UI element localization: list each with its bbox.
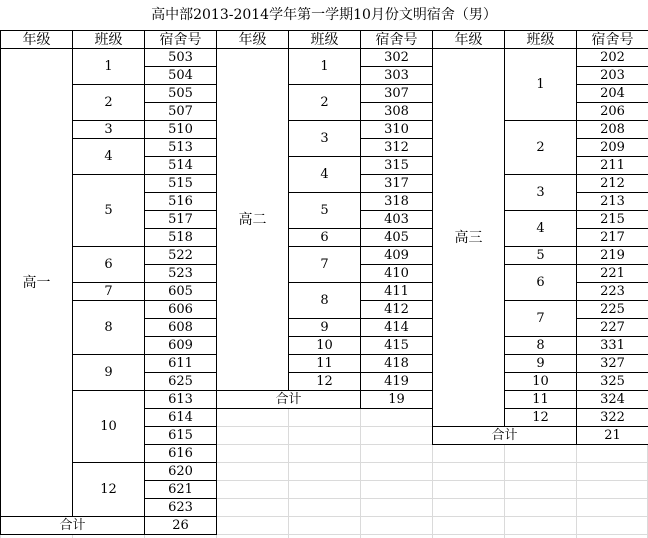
room-cell[interactable]: 315 xyxy=(360,156,433,175)
class-cell[interactable]: 1 xyxy=(288,48,361,85)
class-cell[interactable]: 9 xyxy=(288,318,361,337)
room-cell[interactable]: 405 xyxy=(360,228,433,247)
room-cell[interactable]: 318 xyxy=(360,192,433,211)
total-label[interactable]: 合计 xyxy=(216,390,361,409)
class-cell[interactable]: 11 xyxy=(288,354,361,373)
room-cell[interactable]: 215 xyxy=(576,210,648,229)
class-cell[interactable]: 6 xyxy=(504,264,577,301)
room-cell[interactable]: 221 xyxy=(576,264,648,283)
class-cell[interactable]: 4 xyxy=(72,138,145,175)
room-cell[interactable]: 411 xyxy=(360,282,433,301)
room-cell[interactable]: 202 xyxy=(576,48,648,67)
room-cell[interactable]: 504 xyxy=(144,66,217,85)
room-cell[interactable]: 606 xyxy=(144,300,217,319)
room-cell[interactable]: 310 xyxy=(360,120,433,139)
sheet-title[interactable]: 高中部2013-2014学年第一学期10月份文明宿舍（男） xyxy=(0,0,648,30)
room-cell[interactable]: 522 xyxy=(144,246,217,265)
class-cell[interactable]: 12 xyxy=(72,462,145,517)
grade-cell[interactable]: 高二 xyxy=(216,48,289,391)
column-header[interactable]: 年级 xyxy=(432,30,505,49)
class-cell[interactable]: 7 xyxy=(504,300,577,337)
column-header[interactable]: 年级 xyxy=(0,30,73,49)
room-cell[interactable]: 204 xyxy=(576,84,648,103)
room-cell[interactable]: 621 xyxy=(144,480,217,499)
room-cell[interactable]: 302 xyxy=(360,48,433,67)
room-cell[interactable]: 419 xyxy=(360,372,433,391)
column-header[interactable]: 班级 xyxy=(504,30,577,49)
room-cell[interactable]: 514 xyxy=(144,156,217,175)
room-cell[interactable]: 412 xyxy=(360,300,433,319)
room-cell[interactable]: 403 xyxy=(360,210,433,229)
column-header[interactable]: 班级 xyxy=(288,30,361,49)
room-cell[interactable]: 312 xyxy=(360,138,433,157)
room-cell[interactable]: 308 xyxy=(360,102,433,121)
total-label[interactable]: 合计 xyxy=(432,426,577,445)
room-cell[interactable]: 203 xyxy=(576,66,648,85)
class-cell[interactable]: 7 xyxy=(72,282,145,301)
class-cell[interactable]: 8 xyxy=(288,282,361,319)
room-cell[interactable]: 523 xyxy=(144,264,217,283)
class-cell[interactable]: 3 xyxy=(288,120,361,157)
room-cell[interactable]: 410 xyxy=(360,264,433,283)
room-cell[interactable]: 615 xyxy=(144,426,217,445)
room-cell[interactable]: 507 xyxy=(144,102,217,121)
column-header[interactable]: 年级 xyxy=(216,30,289,49)
class-cell[interactable]: 11 xyxy=(504,390,577,409)
room-cell[interactable]: 625 xyxy=(144,372,217,391)
grade-cell[interactable]: 高三 xyxy=(432,48,505,427)
room-cell[interactable]: 217 xyxy=(576,228,648,247)
column-header[interactable]: 宿舍号 xyxy=(576,30,648,49)
room-cell[interactable]: 605 xyxy=(144,282,217,301)
room-cell[interactable]: 211 xyxy=(576,156,648,175)
room-cell[interactable]: 503 xyxy=(144,48,217,67)
room-cell[interactable]: 418 xyxy=(360,354,433,373)
room-cell[interactable]: 206 xyxy=(576,102,648,121)
room-cell[interactable]: 212 xyxy=(576,174,648,193)
room-cell[interactable]: 307 xyxy=(360,84,433,103)
column-header[interactable]: 宿舍号 xyxy=(144,30,217,49)
room-cell[interactable]: 513 xyxy=(144,138,217,157)
grade-cell[interactable]: 高一 xyxy=(0,48,73,517)
class-cell[interactable]: 2 xyxy=(288,84,361,121)
class-cell[interactable]: 10 xyxy=(504,372,577,391)
room-cell[interactable]: 209 xyxy=(576,138,648,157)
class-cell[interactable]: 7 xyxy=(288,246,361,283)
room-cell[interactable]: 608 xyxy=(144,318,217,337)
room-cell[interactable]: 614 xyxy=(144,408,217,427)
room-cell[interactable]: 213 xyxy=(576,192,648,211)
class-cell[interactable]: 5 xyxy=(504,246,577,265)
room-cell[interactable]: 227 xyxy=(576,318,648,337)
room-cell[interactable]: 611 xyxy=(144,354,217,373)
room-cell[interactable]: 516 xyxy=(144,192,217,211)
class-cell[interactable]: 5 xyxy=(72,174,145,247)
room-cell[interactable]: 322 xyxy=(576,408,648,427)
room-cell[interactable]: 317 xyxy=(360,174,433,193)
room-cell[interactable]: 225 xyxy=(576,300,648,319)
class-cell[interactable]: 3 xyxy=(72,120,145,139)
room-cell[interactable]: 510 xyxy=(144,120,217,139)
room-cell[interactable]: 324 xyxy=(576,390,648,409)
column-header[interactable]: 班级 xyxy=(72,30,145,49)
class-cell[interactable]: 2 xyxy=(504,120,577,175)
room-cell[interactable]: 303 xyxy=(360,66,433,85)
total-value[interactable]: 26 xyxy=(144,516,217,535)
class-cell[interactable]: 3 xyxy=(504,174,577,211)
room-cell[interactable]: 505 xyxy=(144,84,217,103)
room-cell[interactable]: 613 xyxy=(144,390,217,409)
total-value[interactable]: 21 xyxy=(576,426,648,445)
class-cell[interactable]: 8 xyxy=(72,300,145,355)
class-cell[interactable]: 4 xyxy=(504,210,577,247)
room-cell[interactable]: 414 xyxy=(360,318,433,337)
class-cell[interactable]: 9 xyxy=(504,354,577,373)
room-cell[interactable]: 219 xyxy=(576,246,648,265)
class-cell[interactable]: 8 xyxy=(504,336,577,355)
column-header[interactable]: 宿舍号 xyxy=(360,30,433,49)
class-cell[interactable]: 1 xyxy=(504,48,577,121)
room-cell[interactable]: 415 xyxy=(360,336,433,355)
room-cell[interactable]: 208 xyxy=(576,120,648,139)
class-cell[interactable]: 9 xyxy=(72,354,145,391)
room-cell[interactable]: 609 xyxy=(144,336,217,355)
room-cell[interactable]: 517 xyxy=(144,210,217,229)
room-cell[interactable]: 515 xyxy=(144,174,217,193)
room-cell[interactable]: 616 xyxy=(144,444,217,463)
class-cell[interactable]: 5 xyxy=(288,192,361,229)
room-cell[interactable]: 223 xyxy=(576,282,648,301)
class-cell[interactable]: 4 xyxy=(288,156,361,193)
room-cell[interactable]: 518 xyxy=(144,228,217,247)
total-value[interactable]: 19 xyxy=(360,390,433,409)
room-cell[interactable]: 327 xyxy=(576,354,648,373)
class-cell[interactable]: 12 xyxy=(288,372,361,391)
room-cell[interactable]: 325 xyxy=(576,372,648,391)
total-label[interactable]: 合计 xyxy=(0,516,145,535)
room-cell[interactable]: 620 xyxy=(144,462,217,481)
class-cell[interactable]: 10 xyxy=(288,336,361,355)
class-cell[interactable]: 10 xyxy=(72,390,145,463)
room-cell[interactable]: 331 xyxy=(576,336,648,355)
class-cell[interactable]: 6 xyxy=(288,228,361,247)
room-cell[interactable]: 409 xyxy=(360,246,433,265)
class-cell[interactable]: 2 xyxy=(72,84,145,121)
class-cell[interactable]: 6 xyxy=(72,246,145,283)
class-cell[interactable]: 1 xyxy=(72,48,145,85)
room-cell[interactable]: 623 xyxy=(144,498,217,517)
class-cell[interactable]: 12 xyxy=(504,408,577,427)
